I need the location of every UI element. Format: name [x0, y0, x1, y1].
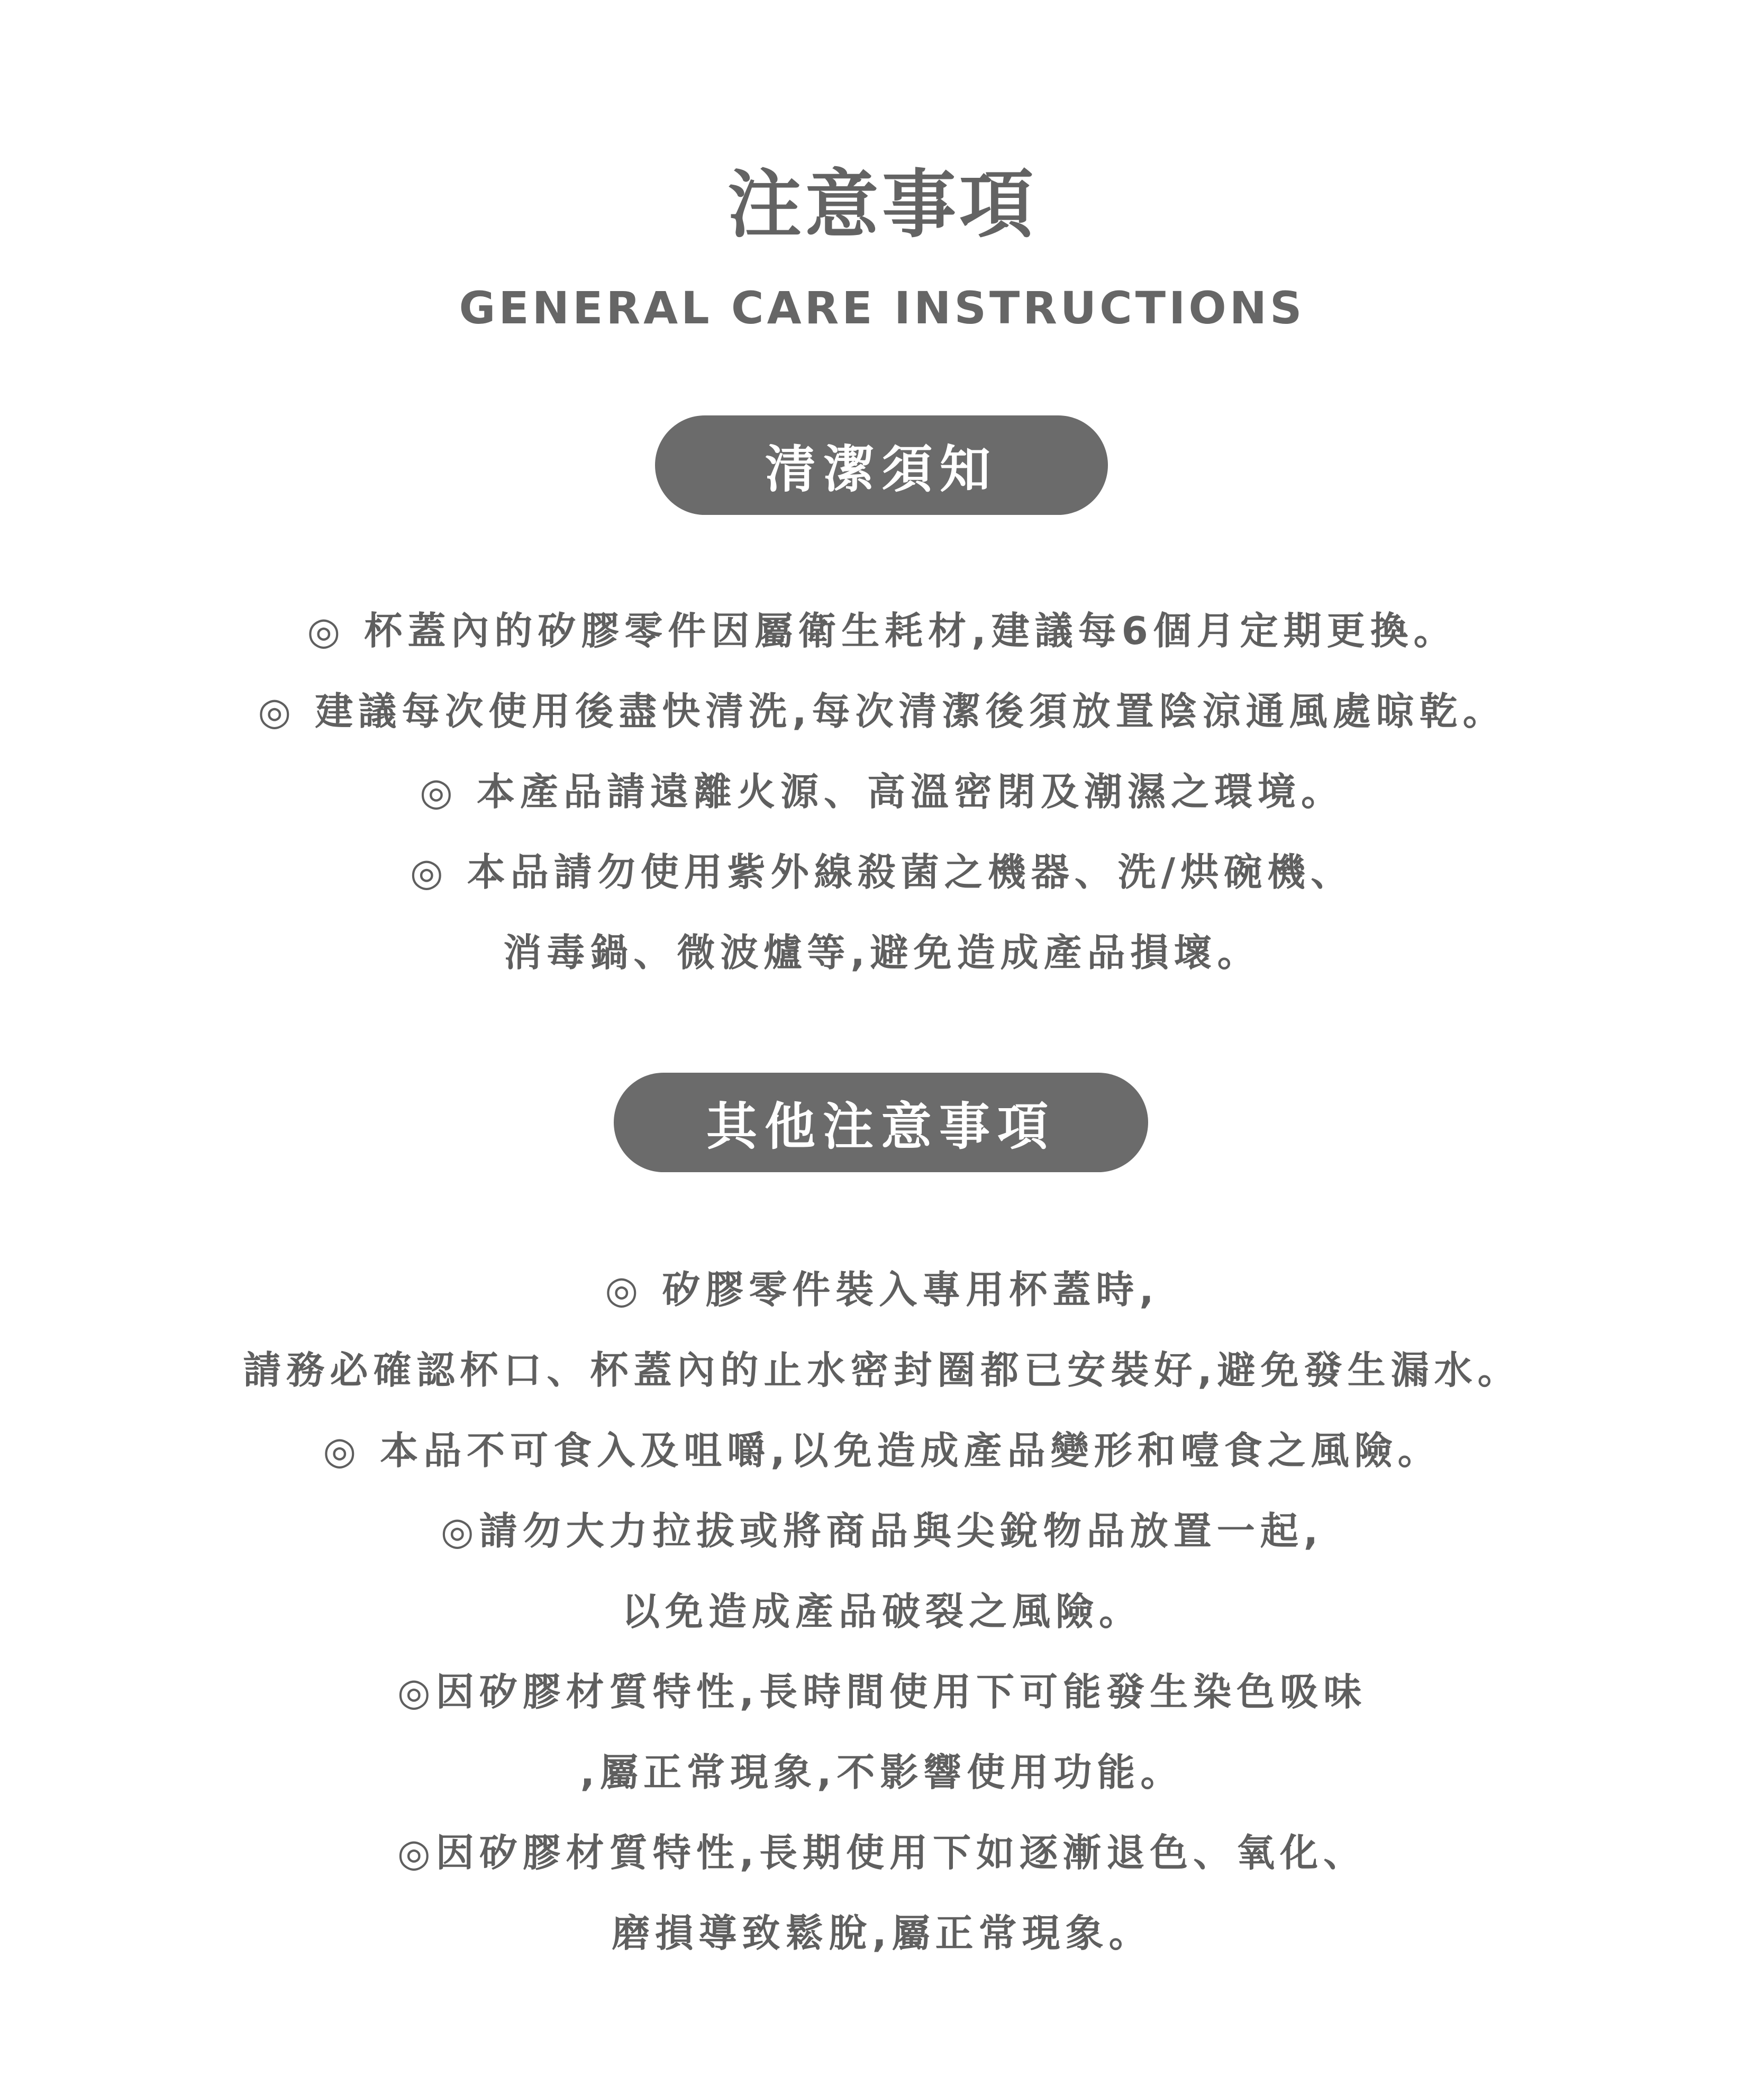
- other-note-line: ◎ 矽膠零件裝入專用杯蓋時,: [605, 1267, 1159, 1312]
- other-note-line: ◎ 本品不可食入及咀嚼,以免造成產品變形和噎食之風險。: [323, 1428, 1441, 1473]
- other-note-line: 請務必確認杯口、杯蓋內的止水密封圈都已安裝好,避免發生漏水。: [243, 1348, 1521, 1392]
- other-note-line: ◎因矽膠材質特性,長期使用下如逐漸退色、氧化、: [397, 1831, 1367, 1875]
- page-title: 注意事項: [727, 162, 1036, 248]
- other-note-line: ,屬正常現象,不影響使用功能。: [580, 1750, 1184, 1795]
- other-notes-list: [0, 1249, 1764, 1973]
- cleaning-instruction-line: 消毒鍋、微波爐等,避免造成產品損壞。: [503, 930, 1261, 975]
- other-note-line: ◎請勿大力拉拔或將商品與尖銳物品放置一起,: [440, 1509, 1324, 1553]
- other-note-line: ◎因矽膠材質特性,長時間使用下可能發生染色吸味: [397, 1670, 1367, 1714]
- cleaning-instructions-list: [0, 591, 1764, 993]
- cleaning-instruction-line: ◎ 建議每次使用後盡快清洗,每次清潔後須放置陰涼通風處晾乾。: [258, 689, 1506, 733]
- page-subtitle: GENERAL CARE INSTRUCTIONS: [459, 282, 1305, 334]
- other-note-line: 以免造成產品破裂之風險。: [621, 1589, 1142, 1634]
- cleaning-instruction-line: ◎ 杯蓋內的矽膠零件因屬衛生耗材,建議每6個月定期更換。: [307, 609, 1457, 653]
- other-notes-section-heading: 其他注意事項: [614, 1073, 1148, 1172]
- other-note-line: 磨損導致鬆脫,屬正常現象。: [612, 1911, 1152, 1955]
- cleaning-instruction-line: ◎ 本產品請遠離火源、高溫密閉及潮濕之環境。: [420, 769, 1344, 814]
- cleaning-instruction-line: ◎ 本品請勿使用紫外線殺菌之機器、洗/烘碗機、: [410, 850, 1354, 894]
- cleaning-section-heading: 清潔須知: [655, 415, 1108, 515]
